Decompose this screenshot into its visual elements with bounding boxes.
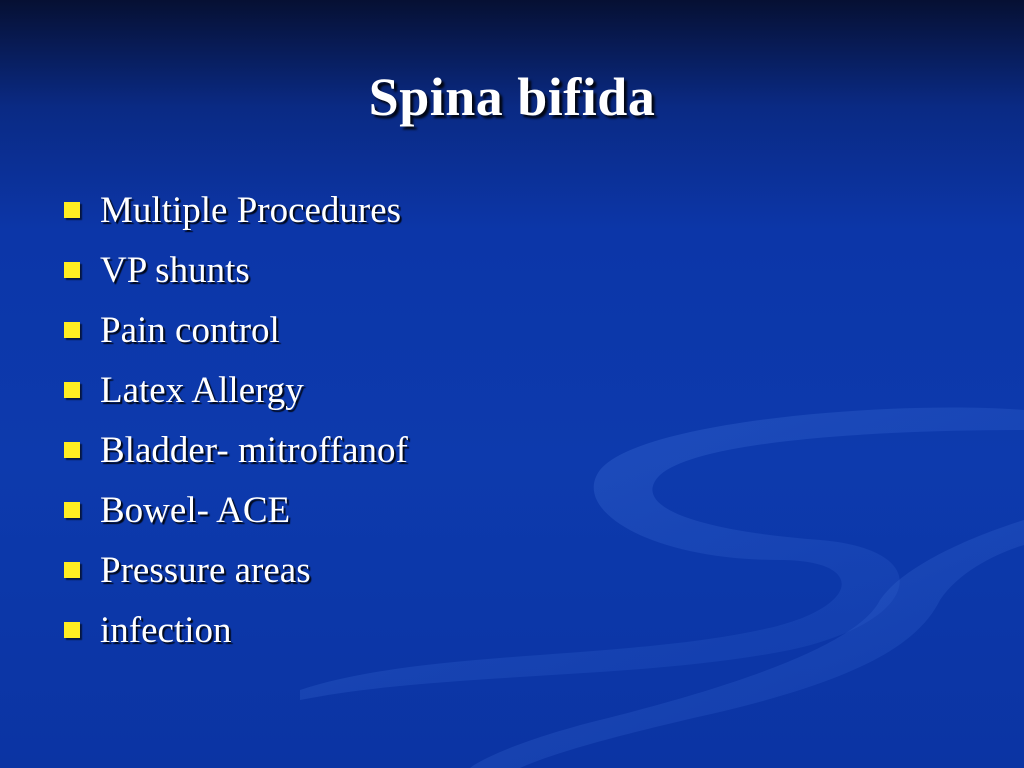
bullet-item	[64, 600, 408, 660]
bullet-item	[64, 540, 408, 600]
bullet-text: Pain control	[100, 309, 280, 351]
bullet-square-icon	[64, 322, 80, 338]
bullet-text: infection	[100, 609, 232, 651]
bullet-item	[64, 240, 408, 300]
bullet-list	[64, 180, 408, 660]
bullet-square-icon	[64, 562, 80, 578]
bullet-text: VP shunts	[100, 249, 250, 291]
bullet-square-icon	[64, 622, 80, 638]
bullet-square-icon	[64, 442, 80, 458]
bullet-square-icon	[64, 502, 80, 518]
bullet-square-icon	[64, 382, 80, 398]
bullet-item	[64, 180, 408, 240]
bullet-text: Bladder- mitroffanof	[100, 429, 408, 471]
bullet-square-icon	[64, 262, 80, 278]
bullet-text: Multiple Procedures	[100, 189, 402, 231]
bullet-item	[64, 420, 408, 480]
bullet-text: Bowel- ACE	[100, 489, 291, 531]
bullet-item	[64, 300, 408, 360]
bullet-item	[64, 480, 408, 540]
bullet-item	[64, 360, 408, 420]
bullet-square-icon	[64, 202, 80, 218]
bullet-text: Latex Allergy	[100, 369, 304, 411]
slide-title: Spina bifida	[368, 67, 656, 127]
bullet-text: Pressure areas	[100, 549, 311, 591]
